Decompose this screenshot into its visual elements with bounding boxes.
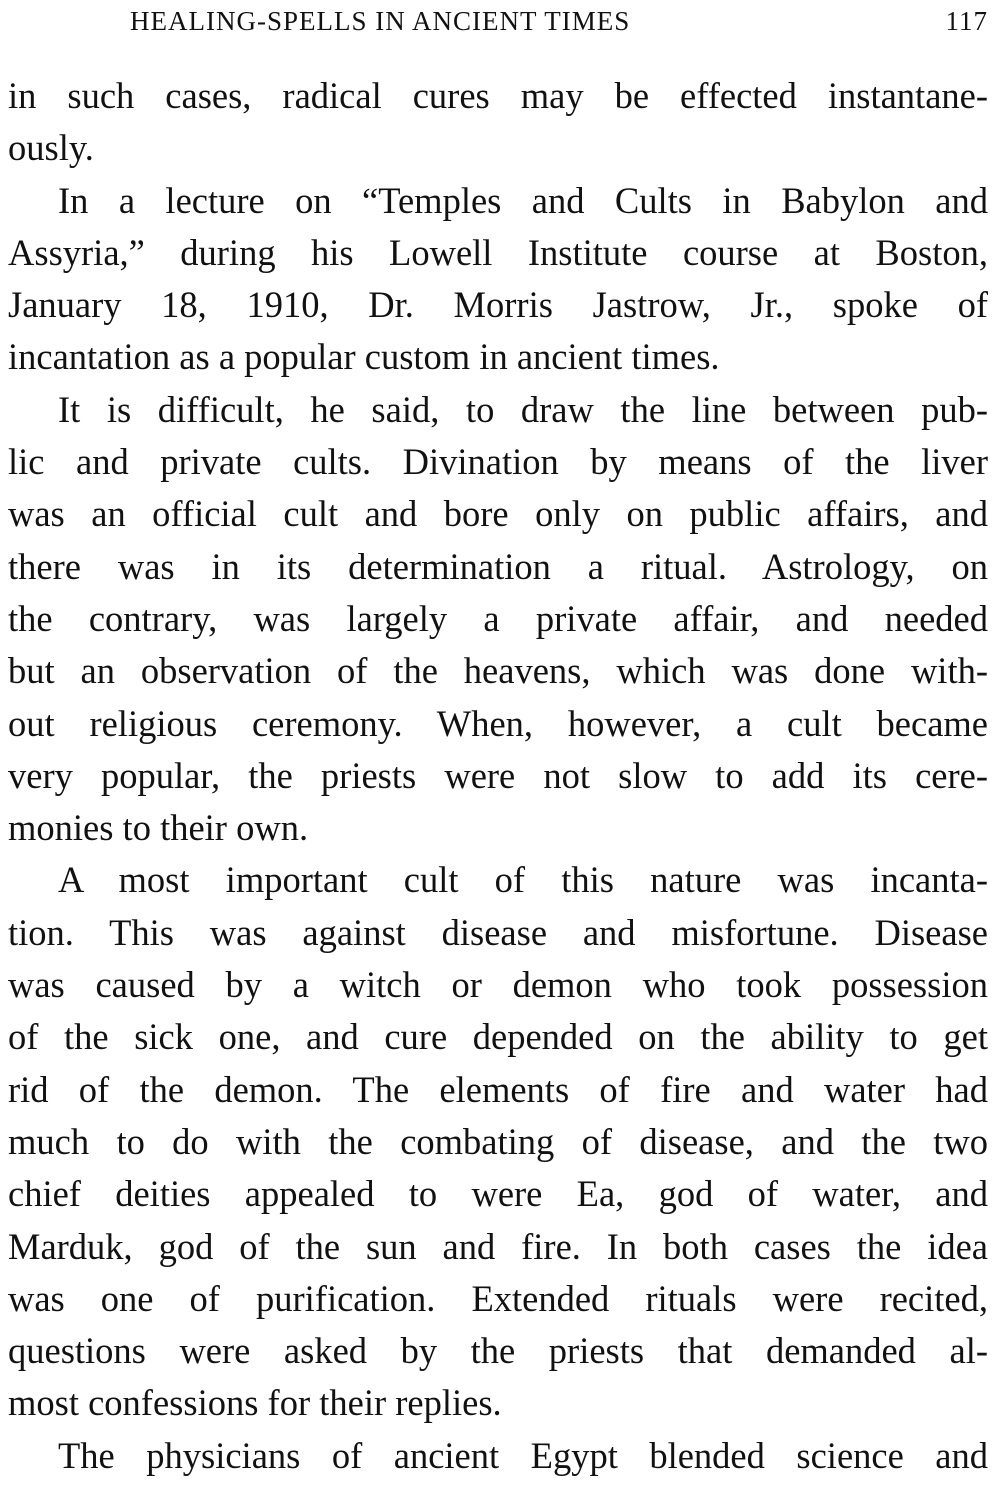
text-line: was one of purification. Extended rituals were recited, bbox=[8, 1277, 988, 1319]
paragraph bbox=[8, 384, 988, 855]
text-line: incantation as a popular custom in ancient times. bbox=[8, 336, 720, 378]
text-line: rid of the demon. The elements of fire and water had bbox=[8, 1068, 988, 1110]
text-line: was caused by a witch or demon who took possession bbox=[8, 964, 988, 1006]
text-line: there was in its determination a ritual. Astrology, on bbox=[8, 545, 988, 587]
text-line: lic and private cults. Divination by means of the liver bbox=[8, 441, 988, 483]
text-line: It is difficult, he said, to draw the line between pub- bbox=[58, 388, 988, 430]
text-line: Marduk, god of the sun and fire. In both cases the idea bbox=[8, 1225, 988, 1267]
text-line: much to do with the combating of disease, and the two bbox=[8, 1120, 988, 1162]
text-line: in such cases, radical cures may be effected instantane- bbox=[8, 75, 988, 116]
text-line: questions were asked by the priests that demanded al- bbox=[8, 1330, 988, 1372]
text-line: monies to their own. bbox=[8, 807, 309, 849]
text-line: tion. This was against disease and misfortune. Disease bbox=[8, 911, 988, 953]
text-line: chief deities appealed to were Ea, god of water, and bbox=[8, 1173, 988, 1215]
body-text bbox=[8, 70, 988, 1482]
paragraph bbox=[8, 70, 988, 175]
text-line: Assyria,” during his Lowell Institute course at Boston, bbox=[8, 231, 988, 273]
text-line: In a lecture on “Temples and Cults in Babylon and bbox=[58, 179, 988, 221]
text-line: A most important cult of this nature was incanta- bbox=[58, 859, 988, 901]
text-line: very popular, the priests were not slow to add its cere- bbox=[8, 754, 988, 796]
paragraph bbox=[8, 854, 988, 1429]
text-line: most confessions for their replies. bbox=[8, 1382, 502, 1424]
text-line: January 18, 1910, Dr. Morris Jastrow, Jr., spoke of bbox=[8, 284, 988, 326]
text-line: was an official cult and bore only on public affairs, and bbox=[8, 493, 988, 535]
text-line: of the sick one, and cure depended on the ability to get bbox=[8, 1016, 988, 1058]
text-line: ously. bbox=[8, 127, 94, 169]
text-line: the contrary, was largely a private affair, and needed bbox=[8, 597, 988, 639]
text-line: The physicians of ancient Egypt blended science and bbox=[58, 1434, 988, 1476]
running-head bbox=[130, 6, 988, 46]
paragraph bbox=[8, 175, 988, 384]
page-number: 117 bbox=[945, 6, 988, 36]
paragraph bbox=[8, 1430, 988, 1482]
text-line: out religious ceremony. When, however, a cult became bbox=[8, 702, 988, 744]
running-title: HEALING-SPELLS IN ANCIENT TIMES bbox=[130, 6, 631, 36]
text-line: but an observation of the heavens, which was done with- bbox=[8, 650, 988, 692]
